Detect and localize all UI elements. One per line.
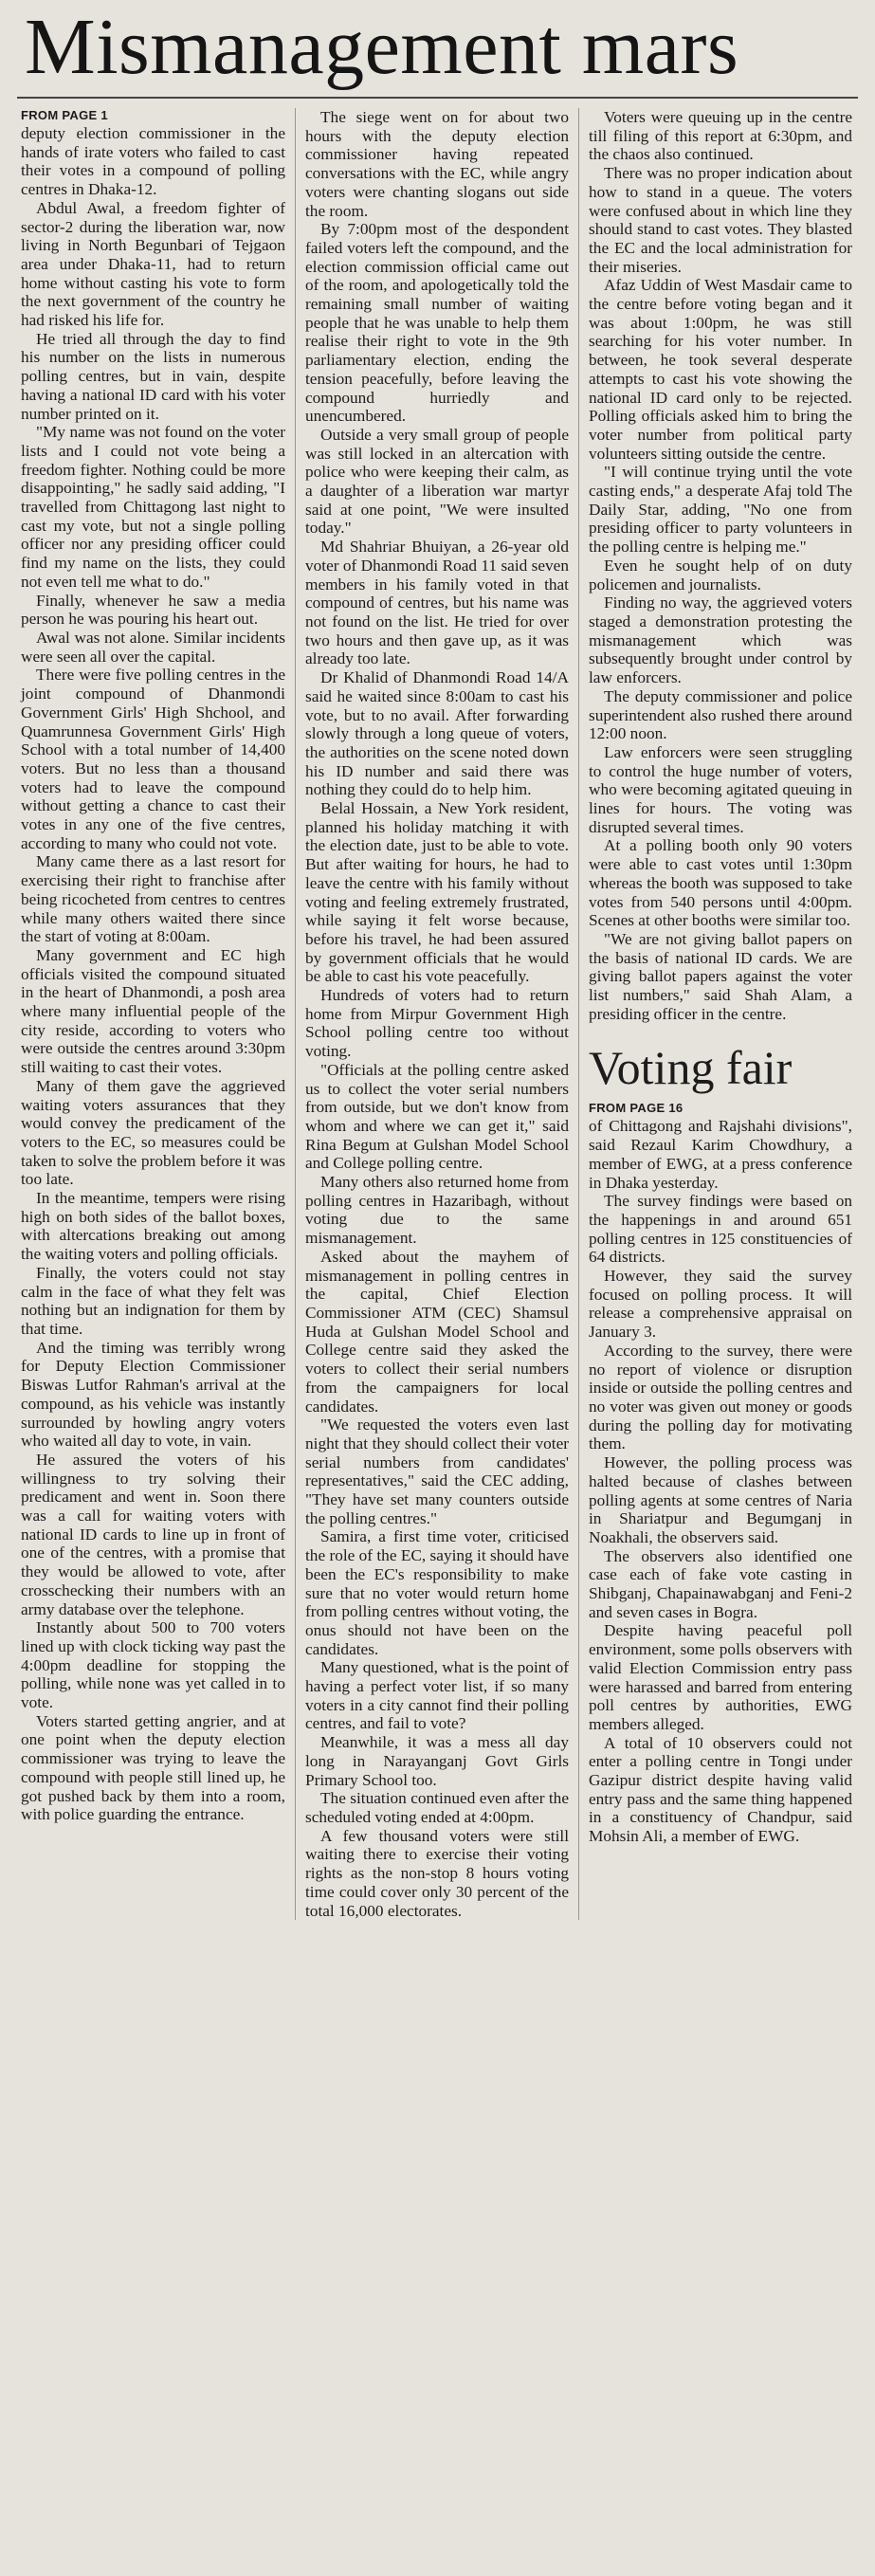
- article-paragraph: The siege went on for about two hours with the deputy election commissioner having repeated conversations with the EC, while angry voters were chanting slogans out side the room.: [305, 108, 569, 220]
- article-paragraph: "Officials at the polling centre asked us to collect the voter serial numbers from outside, but we don't know from whom and where we can get it," said Rina Begum at Gulshan Model School and College polling centre.: [305, 1060, 569, 1173]
- article-paragraph: Despite having peaceful poll environment, some polls observers with valid Election Commission entry pass were harassed and barred from entering poll centres by authorities, EWG members alleged.: [589, 1621, 852, 1733]
- article-paragraph: There was no proper indication about how to stand in a queue. The voters were confused about in which line they should stand to cast votes. They blasted the EC and the local administration for their miseries.: [589, 164, 852, 276]
- article-paragraph: The observers also identified one case each of fake vote casting in Shibganj, Chapainawabganj and Feni-2 and seven cases in Bogra.: [589, 1546, 852, 1621]
- article-paragraph: A total of 10 observers could not enter a polling centre in Tongi under Gazipur district despite having valid entry pass and the same thing happened in a constituency of Chandpur, said Mohsin Ali, a member of EWG.: [589, 1733, 852, 1846]
- article-paragraph: Finally, the voters could not stay calm in the face of what they felt was nothing but an indignation for them by that time.: [21, 1263, 285, 1338]
- column-1: [11, 108, 295, 1920]
- article-paragraph: Samira, a first time voter, criticised the role of the EC, saying it should have been the EC's responsibility to make sure that no voter would return home from polling centres without voting, the onus should not have been on the candidates.: [305, 1527, 569, 1658]
- sub-jump-line: FROM PAGE 16: [589, 1101, 684, 1116]
- article-paragraph: Finally, whenever he saw a media person he was pouring his heart out.: [21, 591, 285, 629]
- column-2: [295, 108, 578, 1920]
- article-paragraph: Awal was not alone. Similar incidents were seen all over the capital.: [21, 628, 285, 666]
- article-paragraph: Asked about the mayhem of mismanagement in polling centres in the capital, Chief Election Commissioner ATM (CEC) Shamsul Huda at Gulshan Model School and College centre said they asked the voters to collect their serial numbers from the campaigners for local candidates.: [305, 1247, 569, 1416]
- article-paragraph: He tried all through the day to find his number on the lists in numerous polling centres, but in vain, despite having a national ID card with his voter number printed on it.: [21, 329, 285, 423]
- article-paragraph: The situation continued even after the scheduled voting ended at 4:00pm.: [305, 1789, 569, 1826]
- article-paragraph: "I will continue trying until the vote casting ends," a desperate Afaj told The Daily Star, adding, "No one from presiding officer to party volunteers in the polling centre is helping me.": [589, 463, 852, 557]
- article-paragraph: In the meantime, tempers were rising high on both sides of the ballot boxes, with altercations breaking out among the waiting voters and polling officials.: [21, 1189, 285, 1264]
- article-paragraph: Voters were queuing up in the centre till filing of this report at 6:30pm, and the chaos also continued.: [589, 108, 852, 164]
- article-paragraph: Many others also returned home from polling centres in Hazaribagh, without voting due to the same mismanagement.: [305, 1173, 569, 1248]
- article-paragraph: "We are not giving ballot papers on the basis of national ID cards. We are giving ballot papers against the voter list numbers," said Shah Alam, a presiding officer in the centre.: [589, 929, 852, 1023]
- headline-rule: [17, 97, 858, 99]
- article-paragraph: There were five polling centres in the joint compound of Dhanmondi Government Girls' High Shchool, and Quamrunnesa Government Girls' High School with a total number of 14,400 voters. But no less than a thousand voters had to leave the compound without getting a chance to cast their votes in any one of the five centres, according to many who could not vote.: [21, 666, 285, 852]
- article-paragraph: Law enforcers were seen struggling to control the huge number of voters, who were becoming agitated queuing in lines for hours. The voting was disrupted several times.: [589, 742, 852, 836]
- article-paragraph: Dr Khalid of Dhanmondi Road 14/A said he waited since 8:00am to cast his vote, but to no avail. After forwarding slowly through a long queue of voters, the authorities on the scene noted down his ID number and said there was nothing they could do to help him.: [305, 668, 569, 799]
- sub-headline: Voting fair: [589, 1041, 793, 1095]
- article-paragraph: Hundreds of voters had to return home from Mirpur Government High School polling centre too without voting.: [305, 986, 569, 1061]
- article-paragraph: The survey findings were based on the happenings in and around 651 polling centres in 125 constituencies of 64 districts.: [589, 1192, 852, 1267]
- article-paragraph: Many came there as a last resort for exercising their right to franchise after being ricocheted from centres to centres while many others waited there since the start of voting at 8:00am.: [21, 852, 285, 946]
- article-paragraph: Finding no way, the aggrieved voters staged a demonstration protesting the mismanagement which was subsequently brought under control by law enforcers.: [589, 594, 852, 687]
- article-paragraph: Voters started getting angrier, and at one point when the deputy election commissioner was trying to leave the compound with people still lined up, he got pushed back by them into a room, with police guarding the entrance.: [21, 1711, 285, 1824]
- article-paragraph: He assured the voters of his willingness to try solving their predicament and went in. Soon there was a call for waiting voters with national ID cards to line up in front of one of the centres, with a promise that they would be allowed to vote, after crosschecking their numbers with an army database over the telephone.: [21, 1450, 285, 1618]
- headline: Mismanagement mars: [25, 3, 739, 91]
- article-paragraph: However, the polling process was halted because of clashes between polling agents at some centres of Naria in Shariatpur and Begumganj in Noakhali, the observers said.: [589, 1453, 852, 1546]
- article-paragraph: Afaz Uddin of West Masdair came to the centre before voting began and it was about 1:00pm, he was still searching for his voter number. In between, he took several desperate attempts to cast his vote showing the national ID card only to be rejected. Polling officials asked him to bring the voter number from political party volunteers sitting outside the centre.: [589, 276, 852, 463]
- article-paragraph: At a polling booth only 90 voters were able to cast votes until 1:30pm whereas the booth was supposed to take votes from 540 persons until 4:00pm. Scenes at other booths were similar too.: [589, 836, 852, 930]
- article-paragraph: However, they said the survey focused on polling process. It will release a comprehensive appraisal on January 3.: [589, 1267, 852, 1342]
- article-paragraph: "We requested the voters even last night that they should collect their voter serial numbers from candidates' representatives," said the CEC adding, "They have set many counters outside the polling centres.": [305, 1416, 569, 1527]
- article-paragraph: A few thousand voters were still waiting there to exercise their voting rights as the non-stop 8 hours voting time could cover only 30 percent of the total 16,000 electorates.: [305, 1826, 569, 1920]
- article-paragraph: Abdul Awal, a freedom fighter of sector-2 during the liberation war, now living in North Begunbari of Tejgaon area under Dhaka-11, had to return home without casting his vote to form the next government of the country he had risked his life for.: [21, 198, 285, 330]
- newspaper-page: [0, 4, 875, 2576]
- jump-line: FROM PAGE 1: [21, 108, 108, 122]
- article-columns: [11, 108, 864, 1920]
- article-paragraph: According to the survey, there were no report of violence or disruption inside or outside the polling centres and no voter was given out money or goods during the polling day for motivating them.: [589, 1341, 852, 1453]
- article-paragraph: Md Shahriar Bhuiyan, a 26-year old voter of Dhanmondi Road 11 said seven members in his family voted in that compound of centres, but his name was not found on the list. He tried for over two hours and then gave up, as it was already too late.: [305, 538, 569, 668]
- article-paragraph: of Chittagong and Rajshahi divisions", said Rezaul Karim Chowdhury, a member of EWG, at a press conference in Dhaka yesterday.: [589, 1117, 852, 1192]
- column-3: [578, 108, 862, 1920]
- article-paragraph: Many of them gave the aggrieved waiting voters assurances that they would convey the predicament of the voters to the EC, so measures could be taken to solve the problem before it was too late.: [21, 1076, 285, 1189]
- article-paragraph: Belal Hossain, a New York resident, planned his holiday matching it with the election date, just to be able to vote. But after waiting for hours, he had to leave the centre with his family without voting and feeling extremely frustrated, while saying it felt worse because, before his travel, he had been assured by government officials that he would be able to cast his vote peacefully.: [305, 799, 569, 986]
- article-paragraph: Instantly about 500 to 700 voters lined up with clock ticking way past the 4:00pm deadline for stopping the polling, while none was yet called in to vote.: [21, 1618, 285, 1712]
- article-paragraph: Even he sought help of on duty policemen and journalists.: [589, 556, 852, 594]
- article-paragraph: The deputy commissioner and police superintendent also rushed there around 12:00 noon.: [589, 686, 852, 743]
- article-paragraph: Many government and EC high officials visited the compound situated in the heart of Dhanmondi, a posh area where many influential people of the city reside, according to voters who were outside the centres around 3:30pm still waiting to cast their votes.: [21, 945, 285, 1077]
- article-paragraph: deputy election commissioner in the hands of irate voters who failed to cast their votes in a compound of polling centres in Dhaka-12.: [21, 124, 285, 199]
- article-paragraph: Many questioned, what is the point of having a perfect voter list, if so many voters in a city cannot find their polling centres, and fail to vote?: [305, 1658, 569, 1733]
- article-paragraph: And the timing was terribly wrong for Deputy Election Commissioner Biswas Lutfor Rahman's arrival at the compound, as his vehicle was instantly surrounded by howling angry voters who waited all day to vote, in vain.: [21, 1338, 285, 1451]
- article-paragraph: "My name was not found on the voter lists and I could not vote being a freedom fighter. Nothing could be more disappointing," he sadly said adding, "I travelled from Chittagong last night to cast my vote, but not a single polling officer nor any presiding officer could find my name on the lists, they could not even tell me what to do.": [21, 423, 285, 591]
- article-paragraph: By 7:00pm most of the despondent failed voters left the compound, and the election commission official came out of the room, and apologetically told the remaining small number of waiting people that he was unable to help them realise their right to vote in the 9th parliamentary election, ending the tension peacefully, before leaving the compound hurriedly and unencumbered.: [305, 220, 569, 426]
- article-paragraph: Meanwhile, it was a mess all day long in Narayanganj Govt Girls Primary School too.: [305, 1733, 569, 1789]
- article-paragraph: Outside a very small group of people was still locked in an altercation with police who were keeping their calm, as a daughter of a liberation war martyr said at one point, "We were insulted today.": [305, 425, 569, 538]
